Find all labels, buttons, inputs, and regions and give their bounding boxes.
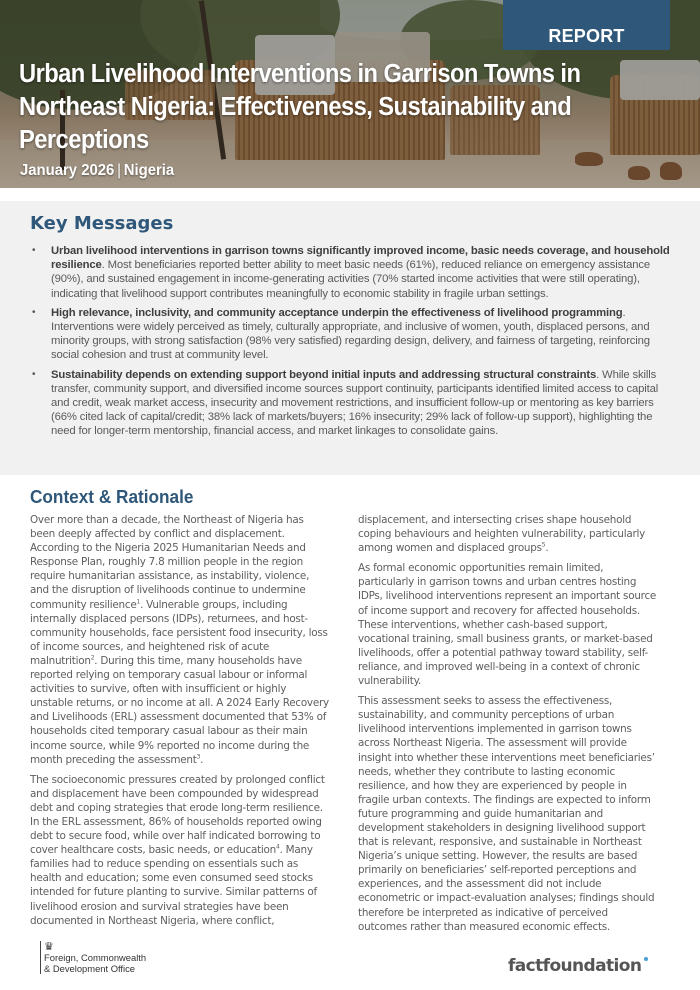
report-date: January 2026 bbox=[20, 162, 115, 179]
report-country: Nigeria bbox=[123, 162, 175, 179]
context-paragraph: As formal economic opportunities remain limited, particularly in garrison towns and urban centres hosting IDPs, livelihood interventions represent an important source of income support and recovery for affected households. These interventions, whether cash-based support, vocational training, small business grants, or market-based livelihoods, offer a potential pathway toward stability, self-reliance, and improved well-being in a context of chronic vulnerability. bbox=[358, 562, 657, 688]
key-messages-section bbox=[0, 201, 700, 475]
context-paragraph: Over more than a decade, the Northeast of Nigeria has been deeply affected by conflict and displacement. According to the Nigeria 2025 Humanitarian Needs and Response Plan, roughly 7.8 million people in the region require humanitarian assistance, as instability, violence, and the disruption of livelihoods continue to undermine community resilience$^1$. Vulnerable groups, including internally displaced persons (IDPs), returnees, and host-community households, face persistent food insecurity, loss of income sources, and heightened risk of acute malnutrition$^2$. During this time, many households have reported relying on temporary casual labour or informal activities to survive, often with insufficient or highly unstable returns, or no income at all. A 2024 Early Recovery and Livelihoods (ERL) assessment documented that 53% of households cited temporary casual labour as their main income source, while 9% reported no income during the month preceding the assessment$^3$. bbox=[30, 514, 329, 766]
footnote-ref[interactable]: 4 bbox=[275, 843, 280, 851]
footnote-ref[interactable]: 5 bbox=[541, 541, 546, 549]
key-message-item bbox=[30, 306, 670, 363]
hero-banner bbox=[0, 0, 700, 188]
key-message-lead: Sustainability depends on extending support beyond initial inputs and addressing structural constraints bbox=[51, 368, 597, 381]
context-paragraph: The socioeconomic pressures created by prolonged conflict and displacement have been compounded by widespread debt and coping strategies that erode long-term resilience. In the ERL assessment, 86% of households reported owing debt to secure food, while over half indicated borrowing to cover healthcare costs, basic needs, or education$^4$. Many families had to reduce spending on essentials such as health and education; some even consumed seed stocks intended for future planting to survive. Similar patterns of livelihood erosion and survival strategies have been documented in Northeast Nigeria, where conflict, bbox=[30, 773, 325, 927]
context-paragraph: This assessment seeks to assess the effectiveness, sustainability, and community perceptions of urban livelihood interventions implemented in garrison towns across Northeast Nigeria. The assessment will provide insight into whether these interventions meet beneficiaries’ needs, whether they contribute to lasting economic resilience, and how they are experienced by people in fragile urban contexts. The findings are expected to inform future programming and guide humanitarian and development stakeholders in designing livelihood support that is relevant, responsive, and sustainable in Northeast Nigeria’s unique setting. However, the results are based primarily on beneficiaries’ self-reported perceptions and experiences, and the assessment did not include econometric or impact-evaluation analyses; findings should therefore be interpreted as indicative of perceived outcomes rather than measured economic effects. bbox=[358, 695, 655, 933]
footnote-ref[interactable]: 2 bbox=[90, 654, 95, 662]
key-messages-heading: Key Messages bbox=[30, 213, 174, 234]
key-message-lead: High relevance, inclusivity, and community acceptance underpin the effectiveness of livelihood programming bbox=[51, 306, 623, 319]
context-heading: Context & Rationale bbox=[30, 486, 194, 507]
separator: | bbox=[117, 162, 121, 179]
context-column-left bbox=[30, 513, 330, 934]
key-message-text: . Interventions were widely perceived as timely, culturally appropriate, and inclusive of women, youth, displaced persons, and minority groups, with strong satisfaction (98% very satisfied) regarding design, delivery, and fairness of targeting, reinforcing social cohesion and trust at community level. bbox=[51, 306, 650, 362]
key-message-item bbox=[30, 368, 670, 439]
key-message-text: . Most beneficiaries reported better ability to meet basic needs (61%), reduced reliance on emergency assistance (90%), and sustained engagement in income-generating activities (70% started income activities that were still operating), indicating that livelihood support contributes meaningfully to economic stability in fragile urban settings. bbox=[51, 259, 650, 300]
context-column-right bbox=[358, 513, 658, 940]
factfoundation-logo bbox=[508, 956, 641, 976]
bullet-icon: • bbox=[32, 368, 36, 380]
footnote-ref[interactable]: 3 bbox=[196, 753, 201, 761]
key-message-lead: Urban livelihood interventions in garrison towns significantly improved income, basic needs coverage, and household resilience bbox=[51, 245, 670, 272]
report-tag: REPORT bbox=[503, 0, 670, 50]
factfoundation-wordmark: factfoundation bbox=[508, 956, 642, 976]
footnote-ref[interactable]: 1 bbox=[136, 598, 141, 606]
context-paragraph: displacement, and intersecting crises shape household coping behaviours and heighten vulnerability, particularly among women and displaced groups$^5$. bbox=[358, 514, 646, 555]
key-message-text: . While skills transfer, community support, and diversified income sources support continuity, participants identified limited access to capital and credit, weak market access, insecurity and movement restrictions, and insufficient follow-up or mentoring as key barriers (66% cited lack of capital/credit; 38% lack of markets/buyers; 16% insecurity; 29% lack of follow-up support), highlighting the need for longer-term mentorship, financial access, and market linkages to consolidate gains. bbox=[51, 368, 659, 438]
fcdo-name-line1: Foreign, Commonwealth bbox=[44, 952, 147, 963]
report-title: Urban Livelihood Interventions in Garrison Towns in Northeast Nigeria: Effectiveness, Sustainability and Perceptions bbox=[19, 60, 581, 154]
fcdo-name-line2: & Development Office bbox=[44, 962, 136, 974]
report-date-country bbox=[20, 162, 174, 180]
bullet-icon: • bbox=[32, 245, 36, 256]
key-message-item bbox=[30, 244, 670, 301]
logo-dot-icon bbox=[644, 957, 648, 961]
key-messages-list bbox=[30, 244, 670, 444]
fcdo-logo bbox=[40, 941, 146, 974]
bullet-icon: • bbox=[32, 306, 36, 318]
royal-crest-icon: ♛ bbox=[44, 940, 54, 953]
